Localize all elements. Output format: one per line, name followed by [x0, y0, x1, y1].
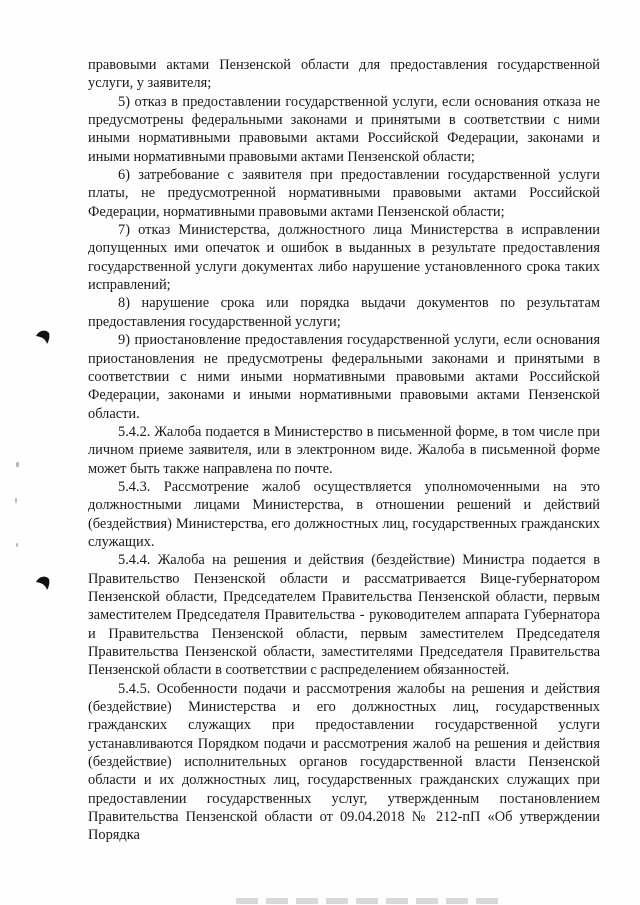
paragraph-5-4-4: 5.4.4. Жалоба на решения и действия (бездействие) Министра подается в Правительство Пензенской области и рассматривается Вице-губернатором Пензенской области, Председателем Правительства Пензенской области, первым заместителем Председателя Правительства - руководителем аппарата Губернатора и Правительства Пензенской области, первым заместителем Председателя Правительства Пензенской области, заместителями Председателя Правительства Пензенской области в соответствии с распределением обязанностей.	[88, 552, 600, 679]
paragraph-item-7: 7) отказ Министерства, должностного лица Министерства в исправлении допущенных ими опечаток и ошибок в выданных в результате предоставления государственной услуги документах либо нарушение установленного срока таких исправлений;	[88, 222, 600, 294]
paragraph-5-4-5: 5.4.5. Особенности подачи и рассмотрения жалобы на решения и действия (бездействие) Министерства и его должностных лиц, государственных гражданских служащих при предоставлении государственной услуги устанавливаются Порядком подачи и рассмотрения жалоб на решения и действия (бездействие) исполнительных органов государственной власти Пензенской области и их должностных лиц, государственных гражданских служащих при предоставлении государственных услуг, утвержденным постановлением Правительства Пензенской области от 09.04.2018 № 212-пП «Об утверждении Порядка	[88, 680, 600, 844]
scan-bleed-through	[236, 898, 506, 904]
paragraph-5-4-3: 5.4.3. Рассмотрение жалоб осуществляется уполномоченными на это должностными лицами Министерства, в отношении решений и действий (бездействия) Министерства, его должностных лиц, государственных гражданских служащих.	[88, 478, 600, 550]
hole-punch-mark-icon	[34, 328, 52, 346]
hole-punch-mark-icon	[34, 574, 52, 592]
scan-speck	[16, 543, 18, 547]
paragraph-item-5: 5) отказ в предоставлении государственной услуги, если основания отказа не предусмотрены федеральными законами и принятыми в соответствии с ними иными нормативными правовыми актами Российской Федерации, законами и иными нормативными правовыми актами Пензенской области;	[88, 93, 600, 165]
paragraph-item-6: 6) затребование с заявителя при предоставлении государственной услуги платы, не предусмотренной нормативными правовыми актами Российской Федерации, нормативными правовыми актами Пензенской области;	[88, 167, 600, 220]
scan-speck	[16, 462, 19, 467]
scan-speck	[15, 498, 17, 503]
paragraph-item-8: 8) нарушение срока или порядка выдачи документов по результатам предоставления государственной услуги;	[88, 295, 600, 330]
document-body	[88, 56, 600, 845]
paragraph-item-9: 9) приостановление предоставления государственной услуги, если основания приостановления не предусмотрены федеральными законами и принятыми в соответствии с ними иными нормативными правовыми актами Российской Федерации, законами и иными нормативными правовыми актами Пензенской области.	[88, 332, 600, 422]
paragraph-5-4-2: 5.4.2. Жалоба подается в Министерство в письменной форме, в том числе при личном приеме заявителя, или в электронном виде. Жалоба в письменной форме может быть также направлена по почте.	[88, 423, 600, 477]
paragraph-continuation: правовыми актами Пензенской области для предоставления государственной услуги, у заявителя;	[88, 57, 600, 92]
